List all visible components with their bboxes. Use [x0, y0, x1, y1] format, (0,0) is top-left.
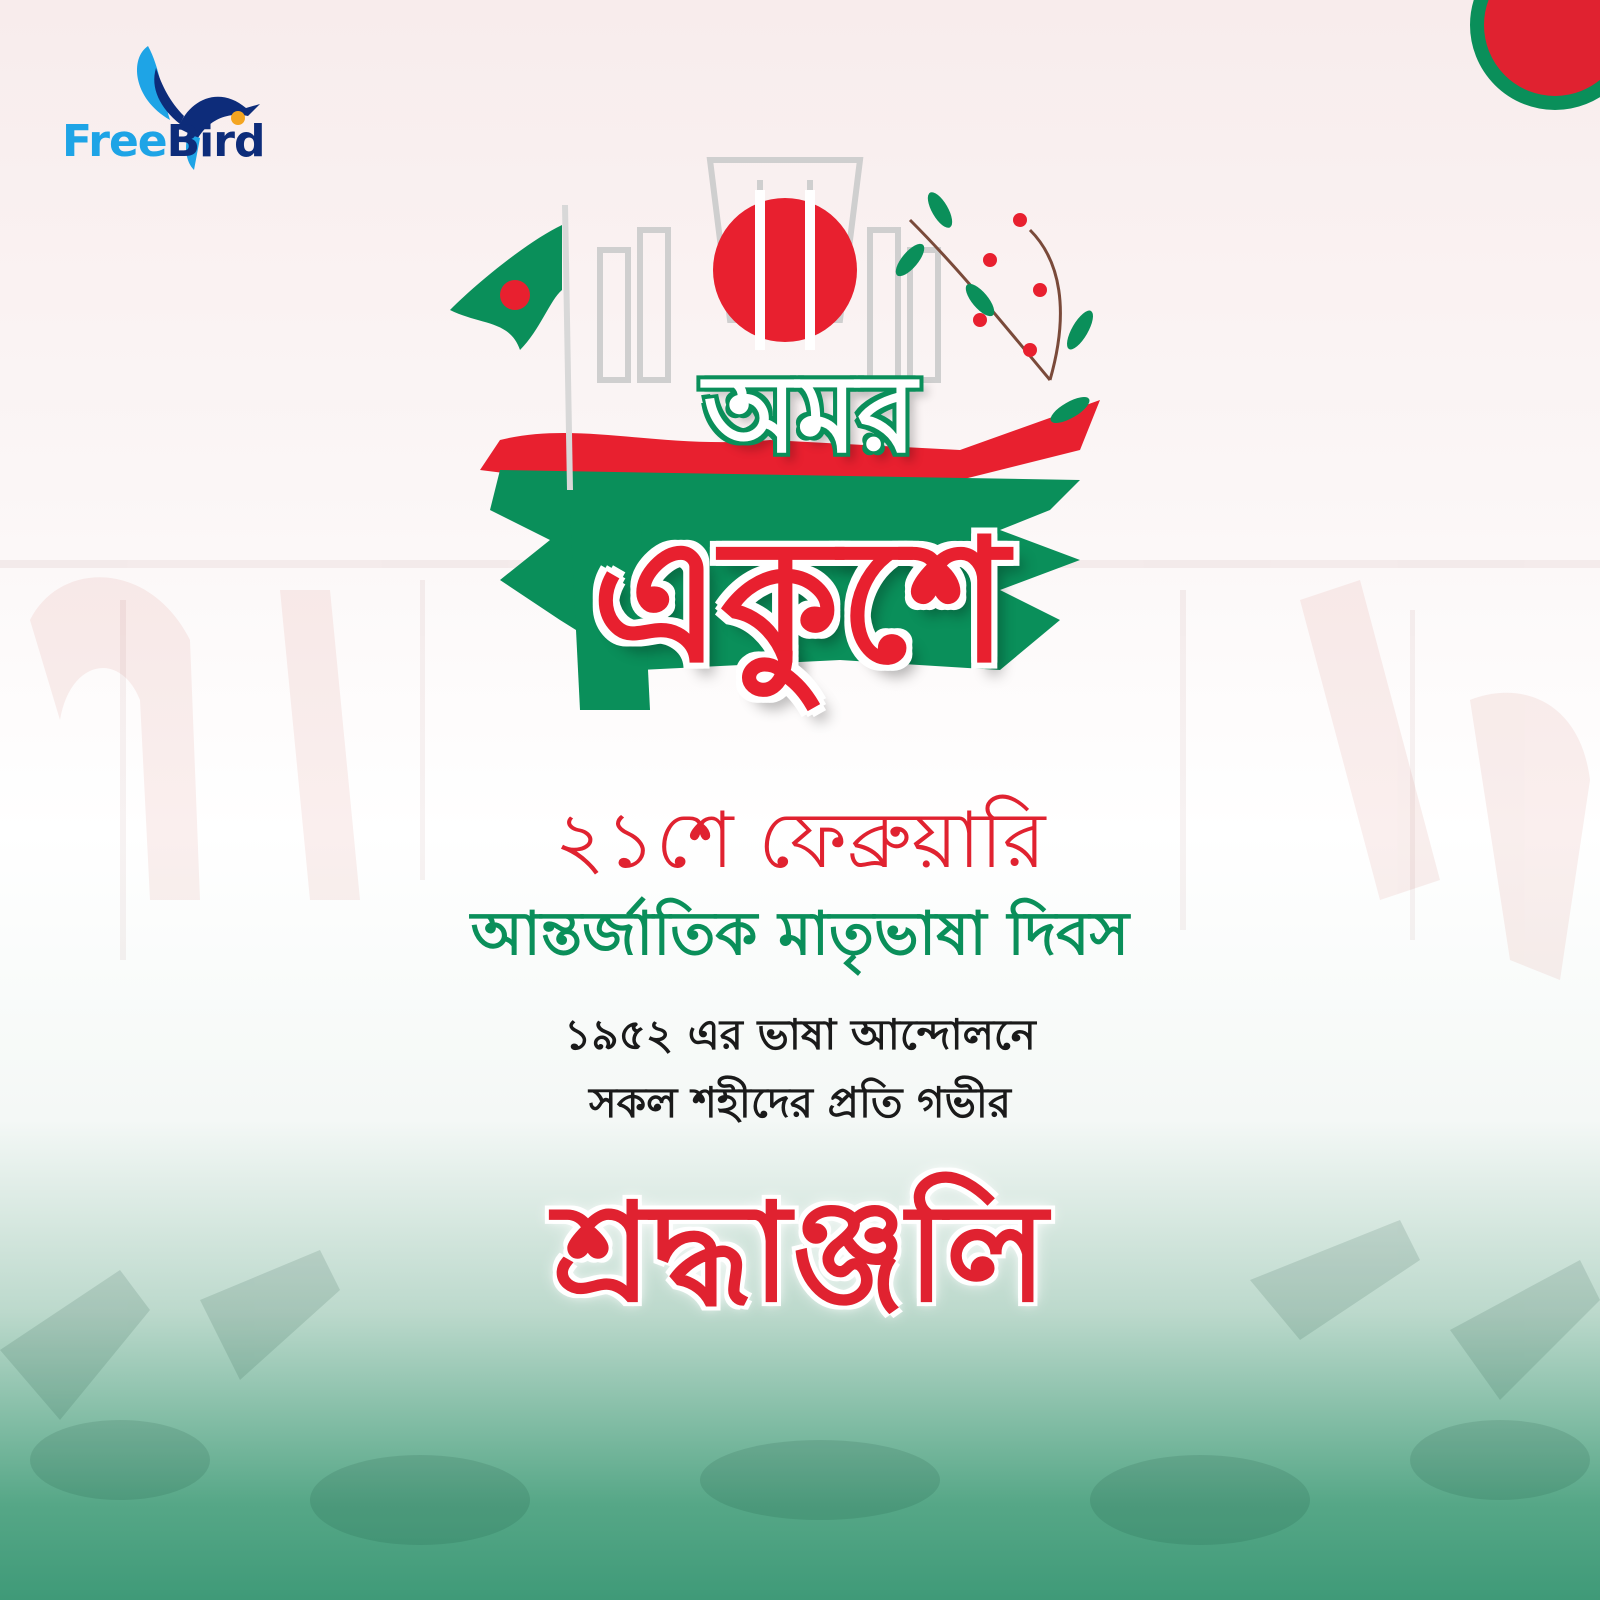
- freebird-logo: [60, 38, 310, 178]
- logo-free-text: Free: [62, 116, 167, 167]
- day-name-text: আন্তর্জাতিক মাতৃভাষা দিবস: [470, 899, 1130, 969]
- message-line-2: সকল শহীদের প্রতি গভীর: [588, 1078, 1012, 1127]
- headline-main: একুশে: [591, 503, 1009, 701]
- message-line-1: ১৯৫২ এর ভাষা আন্দোলনে: [564, 1010, 1036, 1059]
- date-text: ২১শে ফেব্রুয়ারি: [554, 796, 1046, 886]
- headline-top: অমর: [703, 352, 917, 477]
- logo-bird-text: Bird: [166, 116, 265, 167]
- logo-wordmark: [62, 116, 264, 167]
- tribute-text: শ্রদ্ধাঞ্জলি: [552, 1175, 1048, 1333]
